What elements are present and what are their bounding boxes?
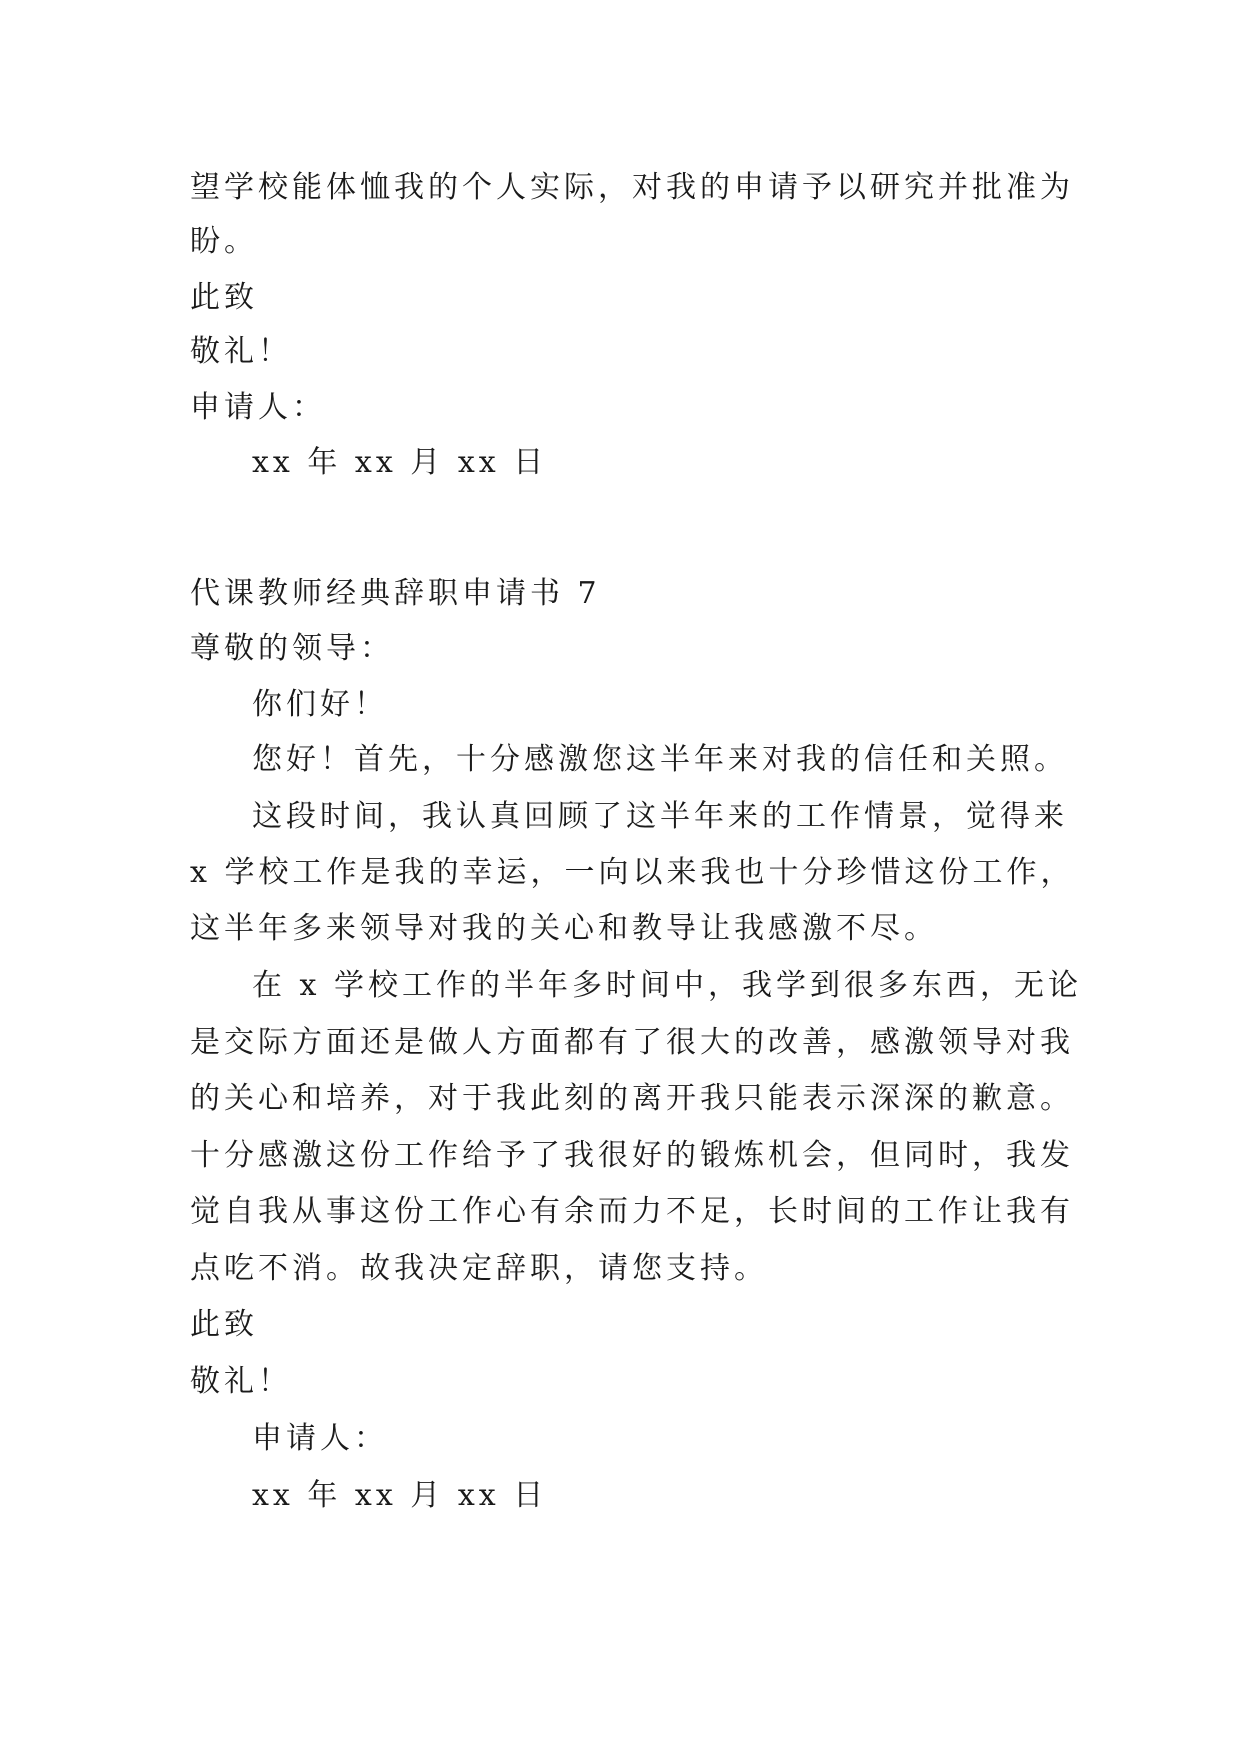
closing-line: 此致: [190, 280, 258, 315]
date-line: xx 年 xx 月 xx 日: [252, 1478, 548, 1513]
paragraph-line: x 学校工作是我的幸运，一向以来我也十分珍惜这份工作，: [190, 855, 1075, 890]
paragraph-line: 的关心和培养，对于我此刻的离开我只能表示深深的歉意。: [190, 1081, 1074, 1116]
paragraph-line: 是交际方面还是做人方面都有了很大的改善，感激领导对我: [190, 1025, 1074, 1060]
letter-title: 代课教师经典辞职申请书 7: [190, 576, 601, 611]
paragraph-line: 在 x 学校工作的半年多时间中，我学到很多东西，无论: [252, 968, 1082, 1003]
body-line: 盼。: [190, 224, 258, 259]
applicant-label: 申请人：: [190, 390, 326, 425]
date-line: xx 年 xx 月 xx 日: [252, 445, 548, 480]
paragraph-line: 十分感激这份工作给予了我很好的锻炼机会，但同时，我发: [190, 1138, 1074, 1173]
greeting: 你们好！: [252, 687, 388, 722]
applicant-label: 申请人：: [252, 1421, 388, 1456]
paragraph-line: 您好！首先，十分感激您这半年来对我的信任和关照。: [252, 742, 1068, 777]
paragraph-line: 这段时间，我认真回顾了这半年来的工作情景，觉得来: [252, 799, 1068, 834]
closing-salute: 敬礼！: [190, 334, 292, 369]
paragraph-line: 这半年多来领导对我的关心和教导让我感激不尽。: [190, 911, 938, 946]
body-line: 望学校能体恤我的个人实际，对我的申请予以研究并批准为: [190, 170, 1074, 205]
salutation: 尊敬的领导：: [190, 631, 394, 666]
paragraph-line: 觉自我从事这份工作心有余而力不足，长时间的工作让我有: [190, 1194, 1074, 1229]
paragraph-line: 点吃不消。故我决定辞职，请您支持。: [190, 1251, 768, 1286]
closing-salute: 敬礼！: [190, 1364, 292, 1399]
closing-line: 此致: [190, 1307, 258, 1342]
